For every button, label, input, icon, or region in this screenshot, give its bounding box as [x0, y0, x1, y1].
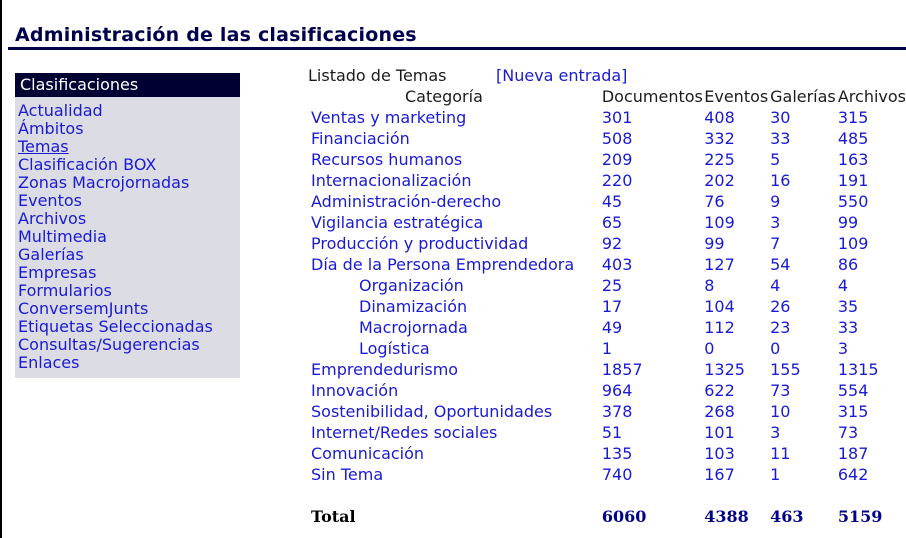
column-header-galerias: Galerías: [770, 87, 836, 106]
category-link[interactable]: Ventas y marketing: [311, 108, 467, 127]
table-row: [308, 443, 906, 464]
table-row: [308, 464, 906, 485]
column-header-eventos: Eventos: [704, 87, 769, 106]
cell-archivos[interactable]: 86: [837, 255, 859, 274]
table-row: [308, 275, 906, 296]
cell-documentos[interactable]: 220: [601, 171, 633, 190]
cell-eventos[interactable]: 127: [704, 255, 735, 274]
table-header-row: [308, 87, 906, 107]
total-label: Total: [311, 507, 356, 526]
cell-documentos[interactable]: 508: [601, 129, 633, 148]
column-header-categoria: Categoría: [405, 87, 483, 106]
table-row: [308, 191, 906, 212]
category-link[interactable]: Sin Tema: [311, 465, 384, 484]
category-link[interactable]: Comunicación: [311, 444, 425, 463]
sidebar-item[interactable]: Consultas/Sugerencias: [18, 335, 200, 354]
column-header-archivos: Archivos: [837, 87, 906, 106]
cell-galerias[interactable]: 54: [770, 255, 791, 274]
cell-galerias[interactable]: 155: [770, 360, 801, 379]
table-row: [308, 128, 906, 149]
column-header-documentos: Documentos: [601, 87, 703, 106]
cell-eventos[interactable]: 0: [704, 339, 715, 358]
cell-eventos[interactable]: 101: [704, 423, 735, 442]
cell-archivos[interactable]: 99: [837, 213, 859, 232]
cell-documentos[interactable]: 135: [601, 444, 633, 463]
category-link[interactable]: Día de la Persona Emprendedora: [311, 255, 575, 274]
category-link[interactable]: Macrojornada: [359, 318, 468, 337]
page-title: Administración de las clasificaciones: [15, 24, 417, 46]
category-link[interactable]: Producción y productividad: [311, 234, 529, 253]
table-row: [308, 359, 906, 380]
cell-documentos[interactable]: 209: [601, 150, 633, 169]
cell-documentos[interactable]: 25: [601, 276, 623, 295]
sidebar-item[interactable]: Ámbitos: [18, 119, 84, 138]
table-row: [308, 212, 906, 233]
sidebar-item[interactable]: Multimedia: [18, 227, 107, 246]
cell-galerias[interactable]: 30: [770, 108, 791, 127]
cell-archivos[interactable]: 33: [837, 318, 859, 337]
category-link[interactable]: Emprendedurismo: [311, 360, 459, 379]
cell-archivos[interactable]: 642: [837, 465, 869, 484]
table-row: [308, 149, 906, 170]
cell-galerias[interactable]: 16: [770, 171, 791, 190]
table-row: [308, 422, 906, 443]
cell-galerias[interactable]: 0: [770, 339, 781, 358]
table-row: [308, 107, 906, 128]
category-link[interactable]: Dinamización: [359, 297, 468, 316]
cell-galerias[interactable]: 4: [770, 276, 781, 295]
category-link[interactable]: Sostenibilidad, Oportunidades: [311, 402, 553, 421]
table-row: [308, 254, 906, 275]
cell-archivos[interactable]: 163: [837, 150, 869, 169]
table-row: [308, 233, 906, 254]
sidebar: [15, 73, 240, 378]
cell-galerias[interactable]: 3: [770, 423, 781, 442]
cell-galerias[interactable]: 11: [770, 444, 791, 463]
cell-archivos[interactable]: 485: [837, 129, 869, 148]
cell-archivos[interactable]: 109: [837, 234, 869, 253]
cell-documentos[interactable]: 378: [601, 402, 633, 421]
list-title: Listado de Temas: [308, 66, 447, 85]
cell-documentos[interactable]: 1: [601, 339, 613, 358]
table-row: [308, 317, 906, 338]
cell-eventos[interactable]: 104: [704, 297, 735, 316]
cell-eventos[interactable]: 8: [704, 276, 715, 295]
cell-galerias[interactable]: 1: [770, 465, 781, 484]
cell-galerias[interactable]: 10: [770, 402, 791, 421]
sidebar-item[interactable]: Etiquetas Seleccionadas: [18, 317, 213, 336]
sidebar-item[interactable]: Galerías: [18, 245, 84, 264]
category-link[interactable]: Administración-derecho: [311, 192, 502, 211]
window-left-border: [0, 0, 2, 538]
cell-eventos[interactable]: 225: [704, 150, 735, 169]
cell-galerias[interactable]: 5: [770, 150, 781, 169]
cell-documentos[interactable]: 740: [601, 465, 633, 484]
total-galerias: 463: [770, 507, 804, 526]
cell-galerias[interactable]: 3: [770, 213, 781, 232]
cell-archivos[interactable]: 191: [837, 171, 869, 190]
category-link[interactable]: Recursos humanos: [311, 150, 463, 169]
cell-eventos[interactable]: 332: [704, 129, 735, 148]
cell-documentos[interactable]: 17: [601, 297, 623, 316]
cell-archivos[interactable]: 187: [837, 444, 869, 463]
cell-documentos[interactable]: 65: [601, 213, 623, 232]
category-link[interactable]: Organización: [359, 276, 464, 295]
cell-archivos[interactable]: 4: [837, 276, 849, 295]
sidebar-item[interactable]: Empresas: [18, 263, 97, 282]
cell-eventos[interactable]: 202: [704, 171, 735, 190]
sidebar-item[interactable]: Clasificación BOX: [18, 155, 157, 174]
sidebar-item[interactable]: Temas: [18, 137, 69, 156]
table-row: [308, 338, 906, 359]
cell-eventos[interactable]: 268: [704, 402, 735, 421]
table-row: [308, 170, 906, 191]
cell-documentos[interactable]: 403: [601, 255, 633, 274]
total-documentos: 6060: [601, 507, 647, 526]
category-link[interactable]: Internet/Redes sociales: [311, 423, 498, 442]
cell-eventos[interactable]: 1325: [704, 360, 745, 379]
cell-archivos[interactable]: 3: [837, 339, 849, 358]
sidebar-item[interactable]: Zonas Macrojornadas: [18, 173, 190, 192]
cell-archivos[interactable]: 35: [837, 297, 859, 316]
cell-eventos[interactable]: 99: [704, 234, 725, 253]
table-row: [308, 401, 906, 422]
category-link[interactable]: Financiación: [311, 129, 410, 148]
cell-galerias[interactable]: 26: [770, 297, 791, 316]
cell-archivos[interactable]: 550: [837, 192, 869, 211]
cell-galerias[interactable]: 33: [770, 129, 791, 148]
cell-documentos[interactable]: 92: [601, 234, 623, 253]
category-link[interactable]: Vigilancia estratégica: [311, 213, 484, 232]
sidebar-item[interactable]: Eventos: [18, 191, 82, 210]
cell-archivos[interactable]: 315: [837, 402, 869, 421]
sidebar-item[interactable]: Actualidad: [18, 101, 103, 120]
cell-eventos[interactable]: 112: [704, 318, 735, 337]
cell-eventos[interactable]: 167: [704, 465, 735, 484]
sidebar-item[interactable]: Archivos: [18, 209, 87, 228]
sidebar-item[interactable]: ConversemJunts: [18, 299, 149, 318]
category-link[interactable]: Internacionalización: [311, 171, 472, 190]
cell-galerias[interactable]: 23: [770, 318, 791, 337]
sidebar-title: Clasificaciones: [15, 73, 240, 97]
spacer-row: [308, 485, 906, 506]
cell-documentos[interactable]: 1857: [601, 360, 643, 379]
cell-eventos[interactable]: 103: [704, 444, 735, 463]
cell-documentos[interactable]: 49: [601, 318, 623, 337]
category-link[interactable]: Innovación: [311, 381, 399, 400]
cell-eventos[interactable]: 76: [704, 192, 725, 211]
cell-documentos[interactable]: 45: [601, 192, 623, 211]
total-archivos: 5159: [837, 507, 883, 526]
cell-documentos[interactable]: 301: [601, 108, 633, 127]
cell-eventos[interactable]: 408: [704, 108, 735, 127]
cell-galerias[interactable]: 7: [770, 234, 781, 253]
total-row: [308, 506, 906, 527]
topics-table: [308, 87, 906, 527]
sidebar-menu: [15, 97, 240, 372]
category-link[interactable]: Logística: [359, 339, 430, 358]
table-row: [308, 380, 906, 401]
cell-archivos[interactable]: 315: [837, 108, 869, 127]
cell-archivos[interactable]: 554: [837, 381, 869, 400]
new-entry-link[interactable]: [Nueva entrada]: [496, 66, 628, 85]
cell-eventos[interactable]: 109: [704, 213, 735, 232]
cell-archivos[interactable]: 1315: [837, 360, 879, 379]
title-divider: [8, 47, 906, 50]
sidebar-item[interactable]: Enlaces: [18, 353, 80, 372]
cell-galerias[interactable]: 73: [770, 381, 791, 400]
cell-archivos[interactable]: 73: [837, 423, 859, 442]
total-eventos: 4388: [704, 507, 749, 526]
cell-documentos[interactable]: 51: [601, 423, 623, 442]
cell-documentos[interactable]: 964: [601, 381, 633, 400]
cell-eventos[interactable]: 622: [704, 381, 735, 400]
cell-galerias[interactable]: 9: [770, 192, 781, 211]
table-row: [308, 296, 906, 317]
sidebar-item[interactable]: Formularios: [18, 281, 112, 300]
